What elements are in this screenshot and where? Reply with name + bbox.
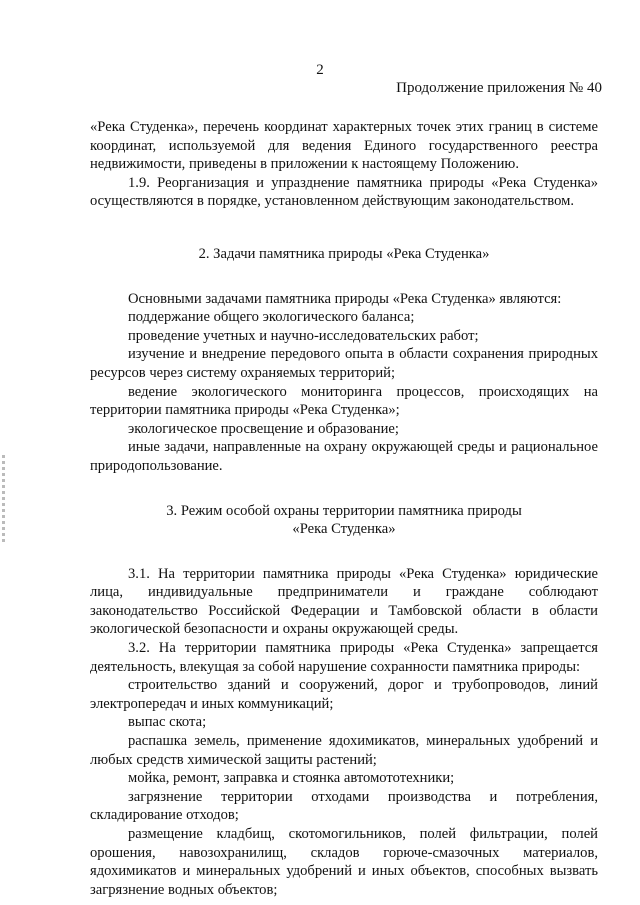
section-2-lead: Основными задачами памятника природы «Река Студенка» являются: — [128, 290, 562, 307]
appendix-note: Продолжение приложения № 40 — [396, 80, 602, 96]
section-2-item: ведение экологического мониторинга процессов, происходящих на территории памятника природы «Река Студенка»; — [90, 383, 598, 419]
document-body — [90, 118, 598, 899]
section-2-item: поддержание общего экологического баланса; — [128, 309, 415, 326]
section-3-title-line-1: 3. Режим особой охраны территории памятника природы — [166, 502, 522, 519]
section-2-title: 2. Задачи памятника природы «Река Студенка» — [198, 245, 490, 262]
section-2-item: экологическое просвещение и образование; — [128, 420, 399, 437]
clause-3-2: 3.2. На территории памятника природы «Река Студенка» запрещается деятельность, влекущая за собой нарушение сохранности памятника природы: — [90, 640, 598, 675]
section-3-title-line-2: «Река Студенка» — [292, 521, 396, 538]
prohibited-item: загрязнение территории отходами производства и потребления, складирование отходов; — [90, 788, 598, 824]
prohibited-item: размещение кладбищ, скотомогильников, полей фильтрации, полей орошения, навозохранилищ, складов горюче-смазочных материалов, ядохимикатов и минеральных удобрений и иных объектов, способных вызвать загрязнение водных объектов; — [90, 826, 598, 898]
margin-scan-mark — [2, 455, 5, 545]
clause-3-1: 3.1. На территории памятника природы «Река Студенка» юридические лица, индивидуальные предприниматели и граждане соблюдают законодательство Российской Федерации и Тамбовской области в области экологической безопасности и охраны окружающей среды. — [90, 565, 598, 638]
intro-paragraph-2: 1.9. Реорганизация и упразднение памятника природы «Река Студенка» осуществляются в порядке, установленном действующим законодательством. — [90, 174, 598, 210]
page-number: 2 — [316, 62, 324, 78]
prohibited-item: распашка земель, применение ядохимикатов, минеральных удобрений и любых средств химической защиты растений; — [90, 733, 598, 768]
section-2-item: изучение и внедрение передового опыта в области сохранения природных ресурсов через систему охраняемых территорий; — [90, 346, 598, 381]
prohibited-item: строительство зданий и сооружений, дорог и трубопроводов, линий электропередач и иных коммуникаций; — [90, 677, 598, 712]
section-2-item: проведение учетных и научно-исследовательских работ; — [128, 327, 479, 344]
prohibited-item: мойка, ремонт, заправка и стоянка автомототехники; — [128, 770, 455, 787]
prohibited-item: выпас скота; — [128, 714, 207, 731]
section-2-item: иные задачи, направленные на охрану окружающей среды и рациональное природопользование. — [90, 439, 598, 474]
intro-paragraph-1: «Река Студенка», перечень координат характерных точек этих границ в системе координат, используемой для ведения Единого государственного реестра недвижимости, приведены в приложении к настоящему Положению. — [90, 119, 598, 173]
